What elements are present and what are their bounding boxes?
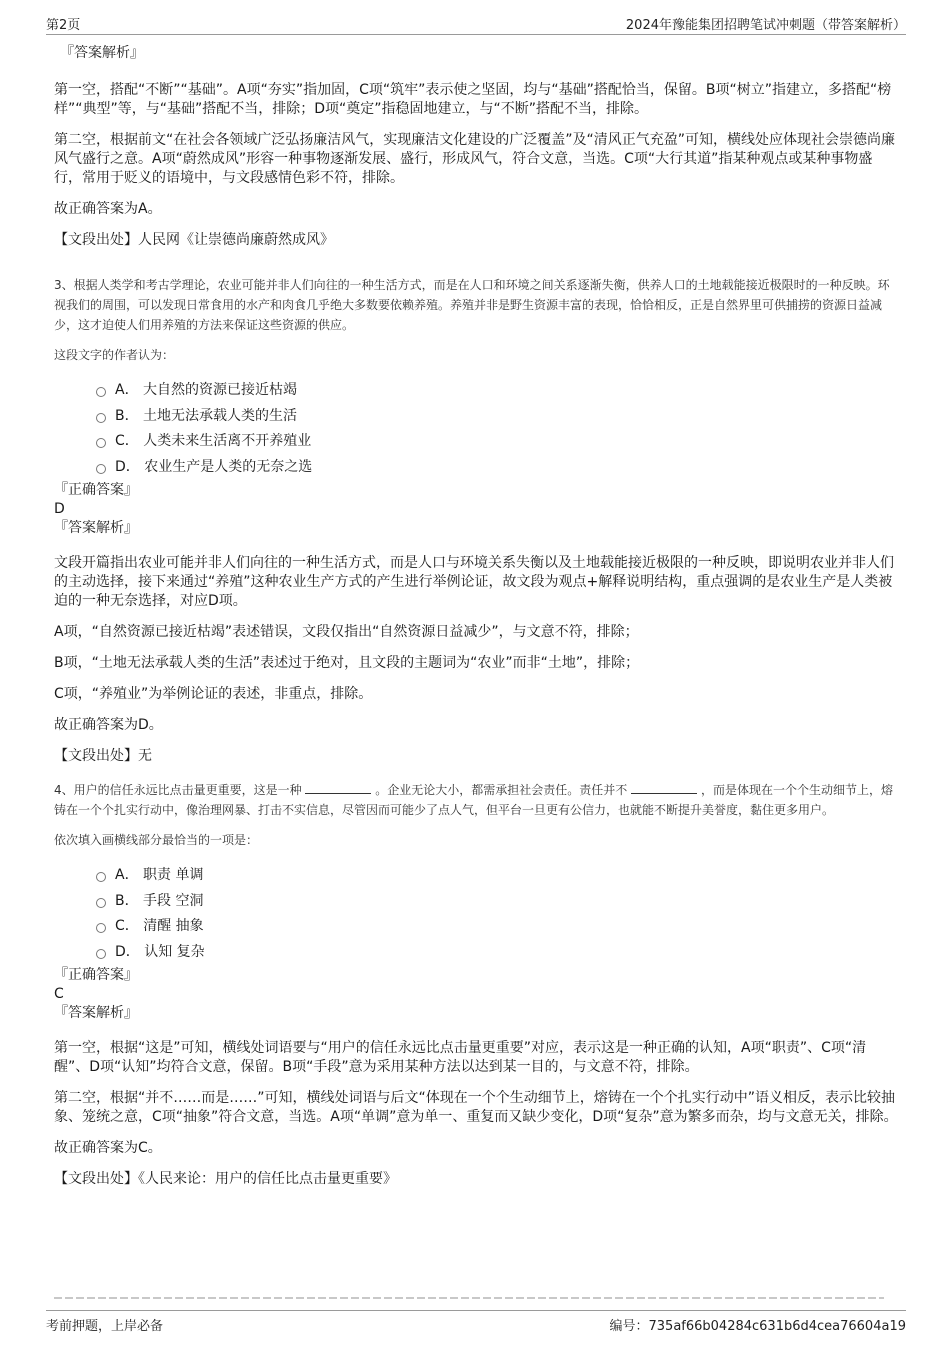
correct-answer-label: 『正确答案』 bbox=[54, 482, 138, 498]
option-d[interactable]: D． 农业生产是人类的无奈之选 bbox=[96, 458, 898, 484]
answer-conclusion: 故正确答案为C。 bbox=[54, 1140, 162, 1156]
footer-slogan: 考前押题，上岸必备 bbox=[46, 1319, 164, 1334]
analysis-paragraph: 第二空，根据“并不……而是……”可知，横线处词语与后文“体现在一个个生动细节上，熔铸在一个个扎实行动中”语义相反，表示比较抽象、笼统之意，C项“抽象”符合文意，当选。A项“单调”意为单一、重复而又缺少变化，D项“复杂”意为繁多而杂，均与文意无关，排除。 bbox=[54, 1090, 898, 1125]
radio-button[interactable] bbox=[96, 464, 106, 474]
answer-conclusion: 故正确答案为D。 bbox=[54, 717, 163, 733]
correct-answer-label: 『正确答案』 bbox=[54, 967, 138, 983]
analysis-paragraph: B项，“土地无法承载人类的生活”表述过于绝对，且文段的主题词为“农业”而非“土地”，排除； bbox=[54, 655, 640, 671]
source-note: 【文段出处】无 bbox=[54, 748, 152, 764]
question-prompt: 这段文字的作者认为： bbox=[54, 348, 175, 362]
cut-off-next-question bbox=[54, 1291, 884, 1305]
question-prompt: 依次填入画横线部分最恰当的一项是： bbox=[54, 833, 259, 847]
option-c[interactable]: C． 人类未来生活离不开养殖业 bbox=[96, 432, 898, 458]
partial-text-line bbox=[54, 1297, 884, 1299]
analysis-label: 『答案解析』 bbox=[60, 45, 144, 61]
radio-button[interactable] bbox=[96, 438, 106, 448]
radio-button[interactable] bbox=[96, 898, 106, 908]
page-footer bbox=[46, 1310, 906, 1335]
option-b[interactable]: B． 手段 空洞 bbox=[96, 892, 898, 918]
document-id: 编号：735af66b04284c631b6d4cea76604a19 bbox=[609, 1319, 906, 1334]
radio-button[interactable] bbox=[96, 872, 106, 882]
option-a[interactable]: A． 大自然的资源已接近枯竭 bbox=[96, 381, 898, 407]
document-title: 2024年豫能集团招聘笔试冲刺题（带答案解析） bbox=[625, 18, 906, 33]
radio-button[interactable] bbox=[96, 949, 106, 959]
source-note: 【文段出处】人民网《让崇德尚廉蔚然成风》 bbox=[54, 232, 334, 248]
analysis-paragraph: A项，“自然资源已接近枯竭”表述错误，文段仅指出“自然资源日益减少”，与文意不符，排除； bbox=[54, 624, 639, 640]
analysis-label: 『答案解析』 bbox=[54, 1005, 138, 1021]
analysis-paragraph: C项，“养殖业”为举例论证的表述，非重点，排除。 bbox=[54, 686, 373, 702]
option-c[interactable]: C． 清醒 抽象 bbox=[96, 917, 898, 943]
option-d[interactable]: D． 认知 复杂 bbox=[96, 943, 898, 969]
radio-button[interactable] bbox=[96, 387, 106, 397]
radio-button[interactable] bbox=[96, 923, 106, 933]
correct-answer: D bbox=[54, 501, 65, 517]
page-header bbox=[46, 12, 906, 35]
source-note: 【文段出处】《人民来论：用户的信任比点击量更重要》 bbox=[54, 1171, 397, 1187]
analysis-label: 『答案解析』 bbox=[54, 520, 138, 536]
fill-blank bbox=[631, 781, 697, 794]
analysis-paragraph: 第二空，根据前文“在社会各领域广泛弘扬廉洁风气，实现廉洁文化建设的广泛覆盖”及“清风正气充盈”可知，横线处应体现社会崇德尚廉风气盛行之意。A项“蔚然成风”形容一种事物逐渐发展、盛行，形成风气，符合文意，当选。C项“大行其道”指某种观点或某种事物盛行，常用于贬义的语境中，与文段感情色彩不符，排除。 bbox=[54, 132, 896, 186]
analysis-paragraph: 第一空，根据“这是”可知，横线处词语要与“用户的信任永远比点击量更重要”对应，表示这是一种正确的认知，A项“职责”、C项“清醒”、D项“认知”均符合文意，保留。B项“手段”意为采用某种方法以达到某一目的，与文意不符，排除。 bbox=[54, 1040, 867, 1075]
option-list bbox=[96, 866, 898, 968]
answer-conclusion: 故正确答案为A。 bbox=[54, 201, 162, 217]
option-a[interactable]: A． 职责 单调 bbox=[96, 866, 898, 892]
analysis-paragraph: 第一空，搭配“不断”“基础”。A项“夯实”指加固，C项“筑牢”表示使之坚固，均与“基础”搭配恰当，保留。B项“树立”指建立，多搭配“榜样”“典型”等，与“基础”搭配不当，排除；D项“奠定”指稳固地建立，与“不断”搭配不当，排除。 bbox=[54, 82, 892, 117]
option-list bbox=[96, 381, 898, 483]
question-text: 4、用户的信任永远比点击量更重要，这是一种 。企业无论大小，都需承担社会责任。责任并不 ，而是体现在一个个生动细节上，熔铸在一个个扎实行动中，像治理网暴、打击不实信息，尽管因而可能少了点人气，但平台一旦更有公信力，也就能不断提升美誉度，黏住更多用户。 bbox=[54, 783, 893, 817]
correct-answer: C bbox=[54, 986, 64, 1002]
fill-blank bbox=[305, 781, 371, 794]
radio-button[interactable] bbox=[96, 413, 106, 423]
analysis-paragraph: 文段开篇指出农业可能并非人们向往的一种生活方式，而是人口与环境关系失衡以及土地载能接近极限的一种反映，即说明农业并非人们的主动选择，接下来通过“养殖”这种农业生产方式的产生进行举例论证，故文段为观点+解释说明结构，重点强调的是农业生产是人类被迫的一种无奈选择，对应D项。 bbox=[54, 555, 894, 609]
page-number: 第2页 bbox=[46, 18, 81, 33]
option-b[interactable]: B． 土地无法承载人类的生活 bbox=[96, 407, 898, 433]
question-text: 3、根据人类学和考古学理论，农业可能并非人们向往的一种生活方式，而是在人口和环境之间关系逐渐失衡，供养人口的土地载能接近极限时的一种反映。环视我们的周围，可以发现日常食用的水产和肉食几乎绝大多数要依赖养殖。养殖并非是野生资源丰富的表现，恰恰相反，正是自然界里可供捕捞的资源日益减少，这才迫使人们用养殖的方法来保证这些资源的供应。 bbox=[54, 278, 890, 332]
document-body bbox=[54, 44, 898, 1189]
